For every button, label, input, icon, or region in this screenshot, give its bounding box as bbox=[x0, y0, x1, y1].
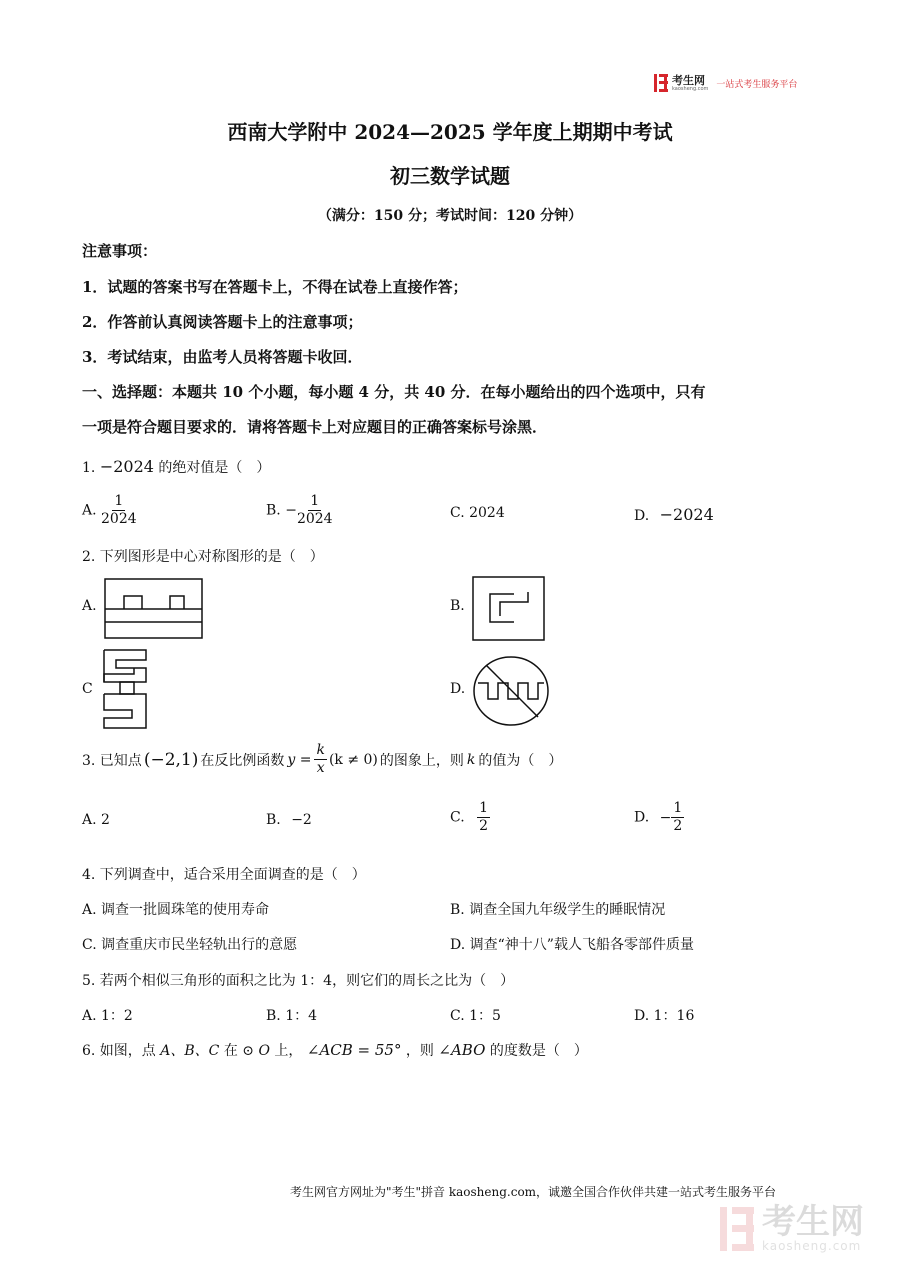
figure-c-drawing bbox=[102, 648, 150, 730]
exam-subtitle: 初三数学试题 bbox=[390, 164, 510, 188]
q2-option-a-label[interactable]: A. bbox=[82, 598, 97, 614]
section-intro-line-1: 一、选择题：本题共 10 个小题，每小题 4 分，共 40 分．在每小题给出的四个选项中，只有 bbox=[82, 383, 706, 401]
q6-angle-abo: ∠ABO bbox=[438, 1041, 486, 1059]
q2-figure-c bbox=[102, 648, 150, 734]
fraction-numerator: 1 bbox=[479, 800, 489, 816]
fraction-numerator: k bbox=[316, 742, 325, 758]
question-6-stem bbox=[82, 1040, 588, 1060]
q1-expression: −2024 bbox=[99, 457, 154, 476]
q3-option-c[interactable] bbox=[450, 800, 490, 835]
q5-option-a[interactable]: A. 1：2 bbox=[82, 1008, 133, 1024]
question-5-stem: 5. 若两个相似三角形的面积之比为 1：4，则它们的周长之比为（ ） bbox=[82, 973, 515, 989]
note-item-2: 2．作答前认真阅读答题卡上的注意事项； bbox=[82, 313, 363, 331]
fraction-numerator: 1 bbox=[673, 800, 683, 816]
q3-text-1: 3. 已知点 bbox=[82, 752, 142, 769]
logo-domain: kaosheng.com bbox=[672, 85, 709, 92]
q2-option-d-label[interactable]: D. bbox=[450, 681, 466, 697]
q3-option-b-label: B. bbox=[266, 812, 281, 828]
q3-option-d-fraction bbox=[671, 800, 684, 835]
q6-circle-o: ⊙ O bbox=[242, 1043, 270, 1059]
q5-option-d[interactable]: D. 1：16 bbox=[634, 1008, 695, 1024]
q3-option-b-value: −2 bbox=[291, 812, 312, 828]
q3-text-3: 的图象上，则 bbox=[379, 752, 464, 769]
q3-option-d-sign: − bbox=[659, 809, 672, 826]
watermark-name: 考生网 bbox=[762, 1202, 864, 1242]
q1-option-a-label: A. bbox=[82, 502, 97, 519]
q3-text-4: 的值为（ ） bbox=[478, 752, 563, 769]
exam-title: 西南大学附中 2024—2025 学年度上期期中考试 bbox=[227, 120, 673, 144]
q6-text-2: 在 bbox=[223, 1043, 238, 1059]
q1-option-b[interactable] bbox=[266, 493, 333, 528]
q3-condition: (k ≠ 0) bbox=[328, 751, 378, 768]
figure-b-drawing bbox=[472, 576, 546, 642]
q6-text-3: 上， bbox=[274, 1043, 303, 1059]
figure-a-drawing bbox=[104, 578, 204, 640]
q2-figure-a bbox=[104, 578, 204, 644]
q6-angle-acb: ∠ACB = 55° bbox=[306, 1041, 402, 1059]
q3-option-c-label: C. bbox=[450, 809, 465, 826]
fraction-denominator: 2 bbox=[479, 818, 489, 834]
watermark-logo-icon bbox=[720, 1207, 756, 1251]
q3-function-fraction bbox=[314, 742, 326, 777]
q4-option-c[interactable]: C. 调查重庆市民坐轻轨出行的意愿 bbox=[82, 937, 298, 953]
q1-option-b-fraction bbox=[297, 493, 333, 528]
q2-option-b-label[interactable]: B. bbox=[450, 598, 465, 614]
q3-option-c-fraction bbox=[477, 800, 490, 835]
figure-d-drawing bbox=[472, 655, 550, 727]
q1-option-a[interactable] bbox=[82, 493, 137, 528]
logo bbox=[654, 72, 797, 94]
fraction-denominator: 2 bbox=[673, 818, 683, 834]
q4-option-a[interactable]: A. 调查一批圆珠笔的使用寿命 bbox=[82, 902, 270, 918]
q1-option-a-fraction bbox=[101, 493, 137, 528]
logo-slogan: 一站式考生服务平台 bbox=[716, 79, 798, 90]
q6-text-1: 6. 如图，点 bbox=[82, 1043, 156, 1059]
fraction-denominator: 2024 bbox=[296, 511, 333, 527]
watermark bbox=[720, 1202, 864, 1253]
q1-text: 的绝对值是（ ） bbox=[158, 460, 271, 476]
q1-option-d[interactable] bbox=[634, 505, 714, 524]
exam-info: （满分：150 分；考试时间：120 分钟） bbox=[317, 208, 583, 224]
question-2-stem: 2. 下列图形是中心对称图形的是（ ） bbox=[82, 549, 324, 565]
q3-option-b[interactable] bbox=[266, 812, 312, 828]
question-1-stem bbox=[82, 457, 270, 477]
q4-option-d[interactable]: D. 调查“神十八”载人飞船各零部件质量 bbox=[450, 937, 694, 953]
q3-option-d-label: D. bbox=[634, 809, 650, 826]
q3-k: k bbox=[466, 751, 476, 768]
q6-text-5: 的度数是（ ） bbox=[489, 1043, 588, 1059]
fraction-numerator: 1 bbox=[310, 493, 320, 509]
q3-option-a[interactable]: A. 2 bbox=[82, 812, 110, 828]
q3-option-d[interactable] bbox=[634, 800, 684, 835]
logo-mark-icon bbox=[654, 74, 668, 92]
q1-option-d-label: D. bbox=[634, 508, 650, 524]
question-3-stem bbox=[82, 742, 562, 777]
question-4-stem: 4. 下列调查中，适合采用全面调查的是（ ） bbox=[82, 867, 366, 883]
q2-option-c-label[interactable]: C bbox=[82, 681, 93, 697]
section-intro-line-2: 一项是符合题目要求的．请将答题卡上对应题目的正确答案标号涂黑． bbox=[82, 418, 548, 436]
q4-option-b[interactable]: B. 调查全国九年级学生的睡眠情况 bbox=[450, 902, 666, 918]
q6-text-4: ，则 bbox=[405, 1043, 434, 1059]
watermark-domain: kaosheng.com bbox=[762, 1239, 862, 1253]
fraction-denominator: 2024 bbox=[101, 511, 137, 527]
q2-figure-b bbox=[472, 576, 546, 646]
q1-option-b-sign: − bbox=[285, 502, 297, 519]
q3-text-2: 在反比例函数 bbox=[200, 752, 285, 769]
q2-figure-d bbox=[472, 655, 550, 731]
note-item-1: 1．试题的答案书写在答题卡上，不得在试卷上直接作答； bbox=[82, 278, 468, 296]
q1-option-b-label: B. bbox=[266, 502, 281, 519]
q1-number: 1. bbox=[82, 460, 96, 476]
q3-point: (−2,1) bbox=[143, 749, 199, 770]
note-item-3: 3．考试结束，由监考人员将答题卡收回． bbox=[82, 348, 363, 366]
q6-points: A、B、C bbox=[160, 1043, 220, 1059]
q5-option-b[interactable]: B. 1：4 bbox=[266, 1008, 318, 1024]
q1-option-c[interactable]: C. 2024 bbox=[450, 505, 505, 521]
fraction-denominator: x bbox=[316, 760, 325, 776]
fraction-numerator: 1 bbox=[114, 493, 124, 509]
q3-y-equals: y = bbox=[287, 751, 312, 768]
q5-option-c[interactable]: C. 1：5 bbox=[450, 1008, 501, 1024]
notes-heading: 注意事项： bbox=[82, 242, 158, 260]
logo-name: 考生网 bbox=[672, 73, 705, 87]
q1-option-d-value: −2024 bbox=[659, 505, 714, 524]
footer-text: 考生网官方网址为"考生"拼音 kaosheng.com，诚邀全国合作伙伴共建一站式考生服务平台 bbox=[290, 1185, 777, 1199]
